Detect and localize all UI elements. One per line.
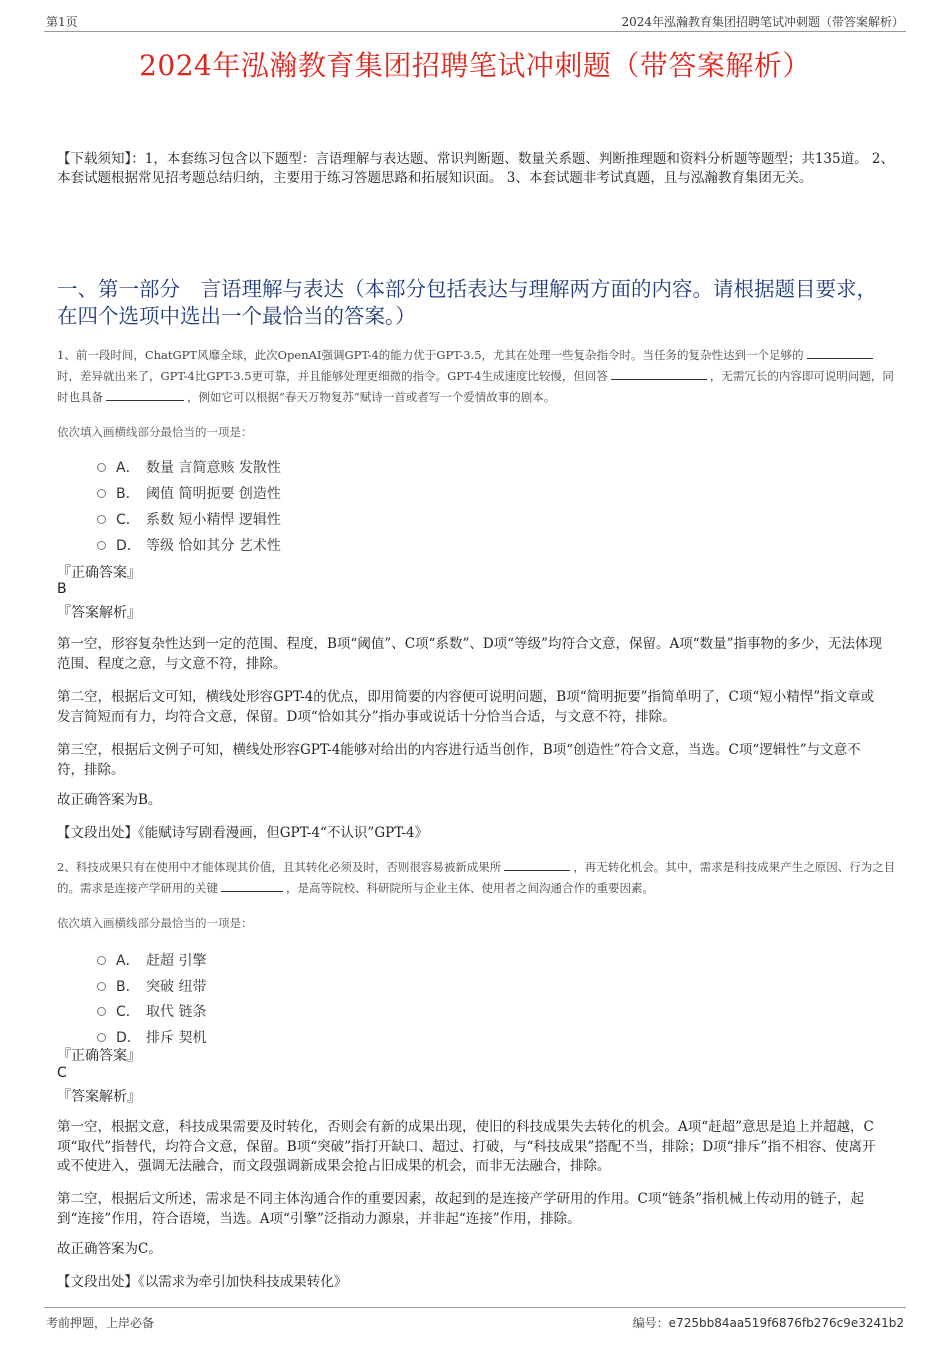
q2-stem-part-a: 2、科技成果只有在使用中才能体现其价值，且其转化必须及时，否则很容易被新成果所 [57, 860, 502, 874]
footer-code-value: e725bb84aa519f6876fb276c9e3241b2 [668, 1316, 904, 1330]
q1-blank-1 [807, 346, 873, 359]
q1-stem-part-c: ，无需冗长的内容即可说明问题，同时也具备 [57, 369, 894, 404]
q1-analysis-label: 『答案解析』 [57, 605, 141, 621]
radio-icon[interactable] [97, 541, 106, 550]
q1-option-c[interactable]: C． 系数 短小精悍 逻辑性 [97, 509, 281, 529]
q2-option-b[interactable]: B． 突破 纽带 [97, 976, 206, 996]
q2-analysis-para-1: 第一空，根据文意，科技成果需要及时转化，否则会有新的成果出现，使旧的科技成果失去转化的机会。A项“赶超”意思是追上并超越，C项“取代”指替代，均符合文意，保留。B项“突破”指打开缺口、超过、打破，与“科技成果”搭配不当，排除；D项“排斥”指不相容、使离开或不使进入，强调无法融合，而文段强调新成果会抢占旧成果的机会，而非无法融合，排除。 [57, 1119, 876, 1174]
q1-prompt: 依次填入画横线部分最恰当的一项是： [57, 425, 253, 439]
question-1-stem [57, 345, 897, 408]
q2-option-a[interactable]: A． 赶超 引擎 [97, 950, 206, 970]
radio-icon[interactable] [97, 1033, 106, 1042]
section-title: 一、第一部分 言语理解与表达（本部分包括表达与理解两方面的内容。请根据题目要求，在四个选项中选出一个最恰当的答案。） [57, 277, 877, 328]
header-doc-title: 2024年泓瀚教育集团招聘笔试冲刺题（带答案解析） [621, 15, 904, 29]
footer-divider [44, 1307, 906, 1308]
footer-code [633, 1314, 904, 1331]
q2-blank-1 [504, 858, 570, 871]
q2-option-c[interactable]: C． 取代 链条 [97, 1001, 206, 1021]
radio-icon[interactable] [97, 982, 106, 991]
page-number-label: 第1页 [46, 15, 78, 29]
q2-analysis-para-2: 第二空，根据后文所述，需求是不同主体沟通合作的重要因素，故起到的是连接产学研用的作用。C项“链条”指机械上传动用的链子，起到“连接”作用，符合语境，当选。A项“引擎”泛指动力源泉，并非起“连接”作用，排除。 [57, 1191, 865, 1227]
q1-analysis-para-3: 第三空，根据后文例子可知，横线处形容GPT-4能够对给出的内容进行适当创作，B项“创造性”符合文意，当选。C项“逻辑性”与文意不符，排除。 [57, 742, 861, 778]
q2-blank-2 [221, 879, 283, 892]
q2-answer: C [57, 1065, 67, 1081]
footer-code-label: 编号： [632, 1316, 669, 1330]
q1-blank-3 [106, 388, 184, 401]
download-notice: 【下载须知】：1，本套练习包含以下题型：言语理解与表达题、常识判断题、数量关系题、判断推理题和资料分析题等题型；共135道。 2、本套试题根据常见招考题总结归纳，主要用于练习答题思路和拓展知识面。 3、本套试题非考试真题，且与泓瀚教育集团无关。 [57, 151, 894, 186]
radio-icon[interactable] [97, 956, 106, 965]
q2-answer-label: 『正确答案』 [57, 1048, 141, 1064]
q1-source: 【文段出处】《能赋诗写剧看漫画，但GPT-4“不认识”GPT-4》 [57, 825, 429, 841]
q1-analysis-para-2: 第二空，根据后文可知，横线处形容GPT-4的优点，即用简要的内容便可说明问题，B项“简明扼要”指简单明了，C项“短小精悍”指文章或发言简短而有力，均符合文意，保留。D项“恰如其分”指办事或说话十分恰当合适，与文意不符，排除。 [57, 689, 875, 725]
q1-stem-part-a: 1、前一段时间，ChatGPT风靡全球，此次OpenAI强调GPT-4的能力优于GPT-3.5，尤其在处理一些复杂指令时。当任务的复杂性达到一个足够的 [57, 348, 804, 362]
q1-answer-label: 『正确答案』 [57, 565, 141, 581]
q2-source: 【文段出处】《以需求为牵引加快科技成果转化》 [57, 1274, 348, 1290]
q1-stem-part-d: ，例如它可以根据“春天万物复苏”赋诗一首或者写一个爱情故事的剧本。 [187, 390, 556, 404]
q1-option-b[interactable]: B． 阈值 简明扼要 创造性 [97, 483, 281, 503]
page-title: 2024年泓瀚教育集团招聘笔试冲刺题（带答案解析） [139, 49, 811, 82]
q2-stem-part-b: ，再无转化机会。其中，需求是科技成果产生之原因、行为之目的。需求是连接产学研用的关键 [57, 860, 896, 895]
footer-slogan: 考前押题，上岸必备 [46, 1316, 155, 1330]
radio-icon[interactable] [97, 463, 106, 472]
q1-conclusion: 故正确答案为B。 [57, 792, 162, 808]
q1-option-d[interactable]: D． 等级 恰如其分 艺术性 [97, 535, 281, 555]
radio-icon[interactable] [97, 515, 106, 524]
q2-conclusion: 故正确答案为C。 [57, 1241, 162, 1257]
q1-stem-part-b: 时，差异就出来了，GPT-4比GPT-3.5更可靠，并且能够处理更细微的指令。GPT-4生成速度比较慢，但回答 [57, 369, 608, 383]
q1-answer: B [57, 581, 67, 597]
radio-icon[interactable] [97, 489, 106, 498]
q2-option-d[interactable]: D． 排斥 契机 [97, 1027, 206, 1047]
radio-icon[interactable] [97, 1007, 106, 1016]
q1-analysis-para-1: 第一空，形容复杂性达到一定的范围、程度，B项“阈值”、C项“系数”、D项“等级”均符合文意，保留。A项“数量”指事物的多少，无法体现范围、程度之意，与文意不符，排除。 [57, 636, 883, 672]
q2-analysis-label: 『答案解析』 [57, 1089, 141, 1105]
q2-stem-part-c: ，是高等院校、科研院所与企业主体、使用者之间沟通合作的重要因素。 [286, 881, 654, 895]
question-2-stem [57, 857, 897, 899]
header-divider [44, 31, 906, 32]
q1-blank-2 [611, 367, 707, 380]
q1-option-a[interactable]: A． 数量 言简意赅 发散性 [97, 457, 281, 477]
q2-prompt: 依次填入画横线部分最恰当的一项是： [57, 916, 253, 930]
